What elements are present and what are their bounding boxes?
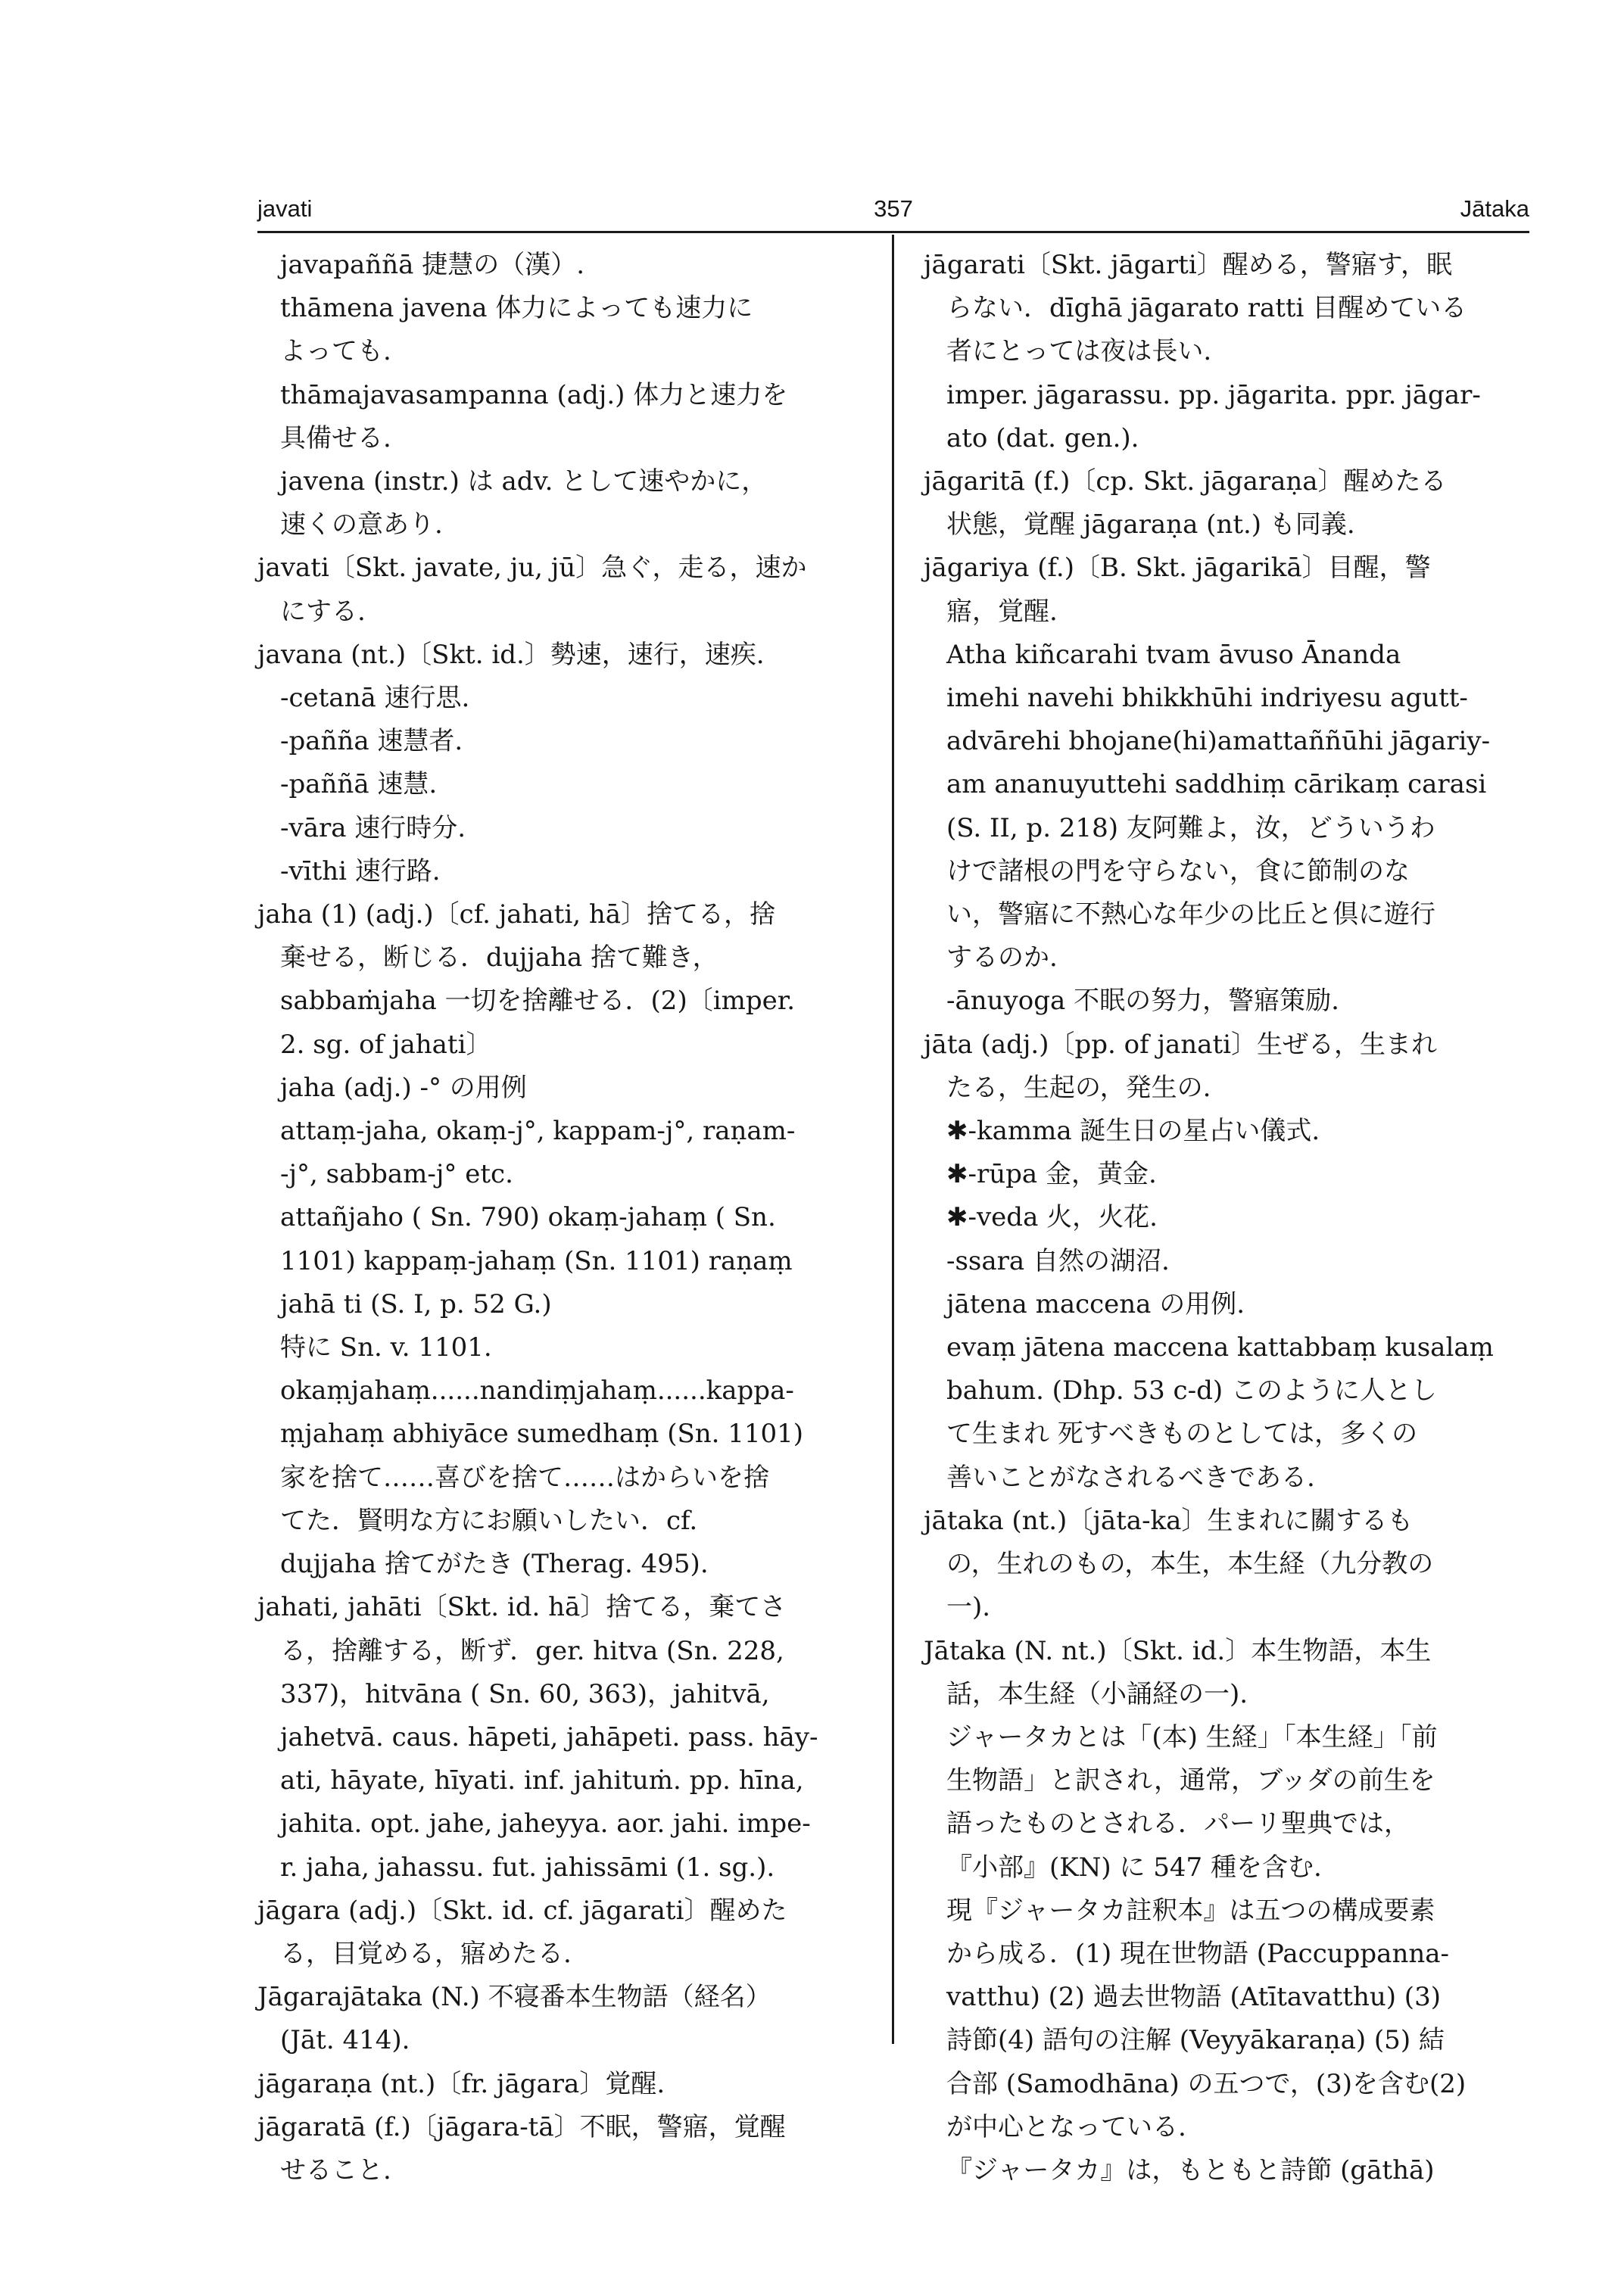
running-header — [257, 195, 1529, 241]
entry-text-line: imper. jāgarassu. pp. jāgarita. ppr. jāgar- — [946, 379, 1481, 410]
entry-text-line: -ssara 自然の湖沼. — [946, 1245, 1170, 1276]
entry-text-line: にする. — [280, 596, 366, 627]
entry-text-line: jahita. opt. jahe, jaheyya. aor. jahi. impe- — [280, 1809, 811, 1840]
entry-text-line: attaṃ-jaha, okaṃ-j°, kappam-j°, raṇam- — [280, 1116, 796, 1147]
entry-text-line: て生まれ 死すべきものとしては，多くの — [946, 1419, 1418, 1450]
entry-text-line: 棄せる，断じる．dujjaha 捨て難き， — [280, 942, 718, 974]
entry-text-line: okaṃjahaṃ......nandiṃjahaṃ......kappa- — [280, 1375, 794, 1407]
entry-headword-line: jāgaraṇa (nt.)〔fr. jāgara〕覚醒. — [257, 2068, 665, 2099]
entry-text-line: am ananuyuttehi saddhiṃ cārikaṃ carasi — [946, 769, 1487, 800]
entry-text-line: 者にとっては夜は長い. — [946, 336, 1212, 367]
entry-text-line: 『小部』(KN) に 547 種を含む. — [946, 1852, 1322, 1883]
entry-headword-line: Jāgarajātaka (N.) 不寝番本生物語（経名） — [257, 1982, 771, 2013]
entry-text-line: る，捨離する，断ず．ger. hitva (Sn. 228, — [280, 1635, 784, 1666]
right-column — [924, 244, 1529, 2192]
entry-text-line: ✱-kamma 誕生日の星占い儀式. — [946, 1116, 1320, 1147]
header-rule — [257, 231, 1529, 233]
header-guide-word-left: javati — [257, 195, 313, 222]
entry-headword-line: jāgaratā (f.)〔jāgara-tā〕不眠，警寤，覚醒 — [257, 2111, 786, 2142]
entry-text-line: bahum. (Dhp. 53 c-d) このように人とし — [946, 1375, 1437, 1407]
entry-text-line: -j°, sabbam-j° etc. — [280, 1159, 513, 1190]
entry-text-line: 合部 (Samodhāna) の五つで，(3)を含む(2) — [946, 2068, 1467, 2099]
entry-text-line: jātena maccena の用例. — [946, 1288, 1245, 1319]
entry-headword-line: jāgariya (f.)〔B. Skt. jāgarikā〕目醒，警 — [924, 553, 1431, 584]
entry-text-line: よっても. — [280, 336, 391, 367]
entry-text-line: 寤，覚醒. — [946, 596, 1058, 627]
entry-text-line: 2. sg. of jahati〕 — [280, 1029, 492, 1060]
entry-text-line: せること. — [280, 2154, 391, 2186]
entry-headword-line: jahati, jahāti〔Skt. id. hā〕捨てる，棄てさ — [257, 1592, 787, 1623]
entry-text-line: 現『ジャータカ註釈本』は五つの構成要素 — [946, 1895, 1435, 1926]
entry-text-line: けで諸根の門を守らない，食に節制のな — [946, 855, 1410, 886]
entry-text-line: 速くの意あり. — [280, 509, 443, 541]
entry-text-line: jahetvā. caus. hāpeti, jahāpeti. pass. hāy- — [280, 1721, 818, 1752]
entry-text-line: 1101) kappaṃ-jahaṃ (Sn. 1101) raṇaṃ — [280, 1245, 793, 1276]
entry-text-line: 状態，覚醒 jāgaraṇa (nt.) も同義. — [946, 509, 1355, 541]
entry-text-line: advārehi bhojane(hi)amattaññūhi jāgariy- — [946, 726, 1491, 757]
entry-text-line: imehi navehi bhikkhūhi indriyesu agutt- — [946, 683, 1468, 714]
entry-text-line: い，警寤に不熱心な年少の比丘と倶に遊行 — [946, 899, 1435, 930]
entry-headword-line: jaha (1) (adj.)〔cf. jahati, hā〕捨てる，捨 — [257, 899, 776, 930]
entry-text-line: -paññā 速慧. — [280, 769, 438, 800]
entry-text-line: vatthu) (2) 過去世物語 (Atītavatthu) (3) — [946, 1982, 1441, 2013]
entry-headword-line: jāta (adj.)〔pp. of janati〕生ぜる，生まれ — [924, 1029, 1437, 1060]
entry-text-line: 『ジャータカ』は，もともと詩節 (gāthā) — [946, 2154, 1435, 2186]
entry-text-line: 具備せる. — [280, 422, 391, 453]
entry-text-line: -vāra 速行時分. — [280, 812, 466, 843]
entry-text-line: -pañña 速慧者. — [280, 726, 463, 757]
entry-text-line: dujjaha 捨てがたき (Therag. 495). — [280, 1549, 709, 1580]
entry-headword-line: javana (nt.)〔Skt. id.〕勢速，速行，速疾. — [257, 639, 765, 670]
entry-headword-line: jāgaritā (f.)〔cp. Skt. jāgaraṇa〕醒めたる — [924, 466, 1447, 497]
entry-text-line: attañjaho ( Sn. 790) okaṃ-jahaṃ ( Sn. — [280, 1202, 776, 1233]
entry-text-line: ato (dat. gen.). — [946, 422, 1139, 453]
entry-text-line: thāmena javena 体力によっても速力に — [280, 293, 753, 324]
entry-text-line: (S. II, p. 218) 友阿難よ，汝，どういうわ — [946, 812, 1435, 843]
entry-text-line: ✱-veda 火，火花. — [946, 1202, 1158, 1233]
entry-text-line: が中心となっている. — [946, 2111, 1186, 2142]
entry-headword-line: Jātaka (N. nt.)〔Skt. id.〕本生物語，本生 — [924, 1635, 1432, 1666]
entry-headword-line: jāgarati〔Skt. jāgarti〕醒める，警寤す，眠 — [924, 250, 1452, 280]
entry-text-line: 一). — [946, 1592, 991, 1623]
entry-text-line: 話，本生経（小誦経の一). — [946, 1678, 1248, 1709]
entry-text-line: る，目覚める，寤めたる. — [280, 1938, 572, 1969]
entry-text-line: ati, hāyate, hīyati. inf. jahituṁ. pp. hīna, — [280, 1765, 804, 1796]
entry-text-line: thāmajavasampanna (adj.) 体力と速力を — [280, 379, 788, 410]
entry-text-line: r. jaha, jahassu. fut. jahissāmi (1. sg.). — [280, 1852, 775, 1883]
entry-text-line: jaha (adj.) -° の用例 — [280, 1072, 527, 1103]
entry-text-line: ṃjahaṃ abhiyāce sumedhaṃ (Sn. 1101) — [280, 1419, 804, 1450]
entry-text-line: するのか. — [946, 942, 1058, 974]
entry-text-line: -cetanā 速行思. — [280, 683, 470, 714]
entry-text-line: sabbaṁjaha 一切を捨離せる．(2)〔imper. — [280, 986, 796, 1017]
entry-headword-line: jātaka (nt.)〔jāta-ka〕生まれに關するも — [924, 1505, 1414, 1536]
entry-text-line: 家を捨て……喜びを捨て……はからいを捨 — [280, 1462, 769, 1493]
entry-text-line: から成る．(1) 現在世物語 (Paccuppanna- — [946, 1938, 1449, 1969]
entry-text-line: の，生れのもの，本生，本生経（九分教の — [946, 1549, 1434, 1580]
entry-text-line: ✱-rūpa 金，黄金. — [946, 1159, 1157, 1190]
entry-text-line: 生物語」と訳され，通常，ブッダの前生を — [946, 1765, 1435, 1796]
entry-text-line: てた．賢明な方にお願いしたい．cf. — [280, 1505, 698, 1536]
entry-text-line: evaṃ jātena maccena kattabbaṃ kusalaṃ — [946, 1332, 1494, 1363]
page-number: 357 — [874, 195, 913, 222]
header-guide-word-right: Jātaka — [1460, 195, 1529, 222]
left-column — [257, 244, 871, 2192]
entry-text-line: 善いことがなされるべきである. — [946, 1462, 1315, 1493]
entry-text-line: (Jāt. 414). — [280, 2025, 410, 2056]
entry-text-line: jahā ti (S. I, p. 52 G.) — [280, 1288, 552, 1319]
entry-text-line: javena (instr.) は adv. として速やかに， — [280, 466, 768, 497]
entry-headword-line: jāgara (adj.)〔Skt. id. cf. jāgarati〕醒めた — [257, 1895, 787, 1926]
entry-text-line: -ānuyoga 不眠の努力，警寤策励. — [946, 986, 1339, 1017]
entry-text-line: たる，生起の，発生の. — [946, 1072, 1211, 1103]
entry-text-line: 特に Sn. v. 1101. — [280, 1332, 492, 1363]
entry-text-line: -vīthi 速行路. — [280, 855, 441, 886]
entry-text-line: javapaññā 捷慧の（漢）. — [280, 250, 585, 280]
entry-text-line: ジャータカとは「(本) 生経」「本生経」「前 — [946, 1721, 1438, 1752]
column-divider — [892, 235, 894, 2044]
entry-text-line: Atha kiñcarahi tvam āvuso Ānanda — [946, 639, 1401, 670]
entry-text-line: 337)，hitvāna ( Sn. 60, 363)，jahitvā, — [280, 1678, 770, 1709]
entry-text-line: 語ったものとされる．パーリ聖典では， — [946, 1809, 1410, 1840]
entry-text-line: らない．dīghā jāgarato ratti 目醒めている — [946, 293, 1467, 324]
entry-text-line: 詩節(4) 語句の注解 (Veyyākaraṇa) (5) 結 — [946, 2025, 1445, 2056]
entry-headword-line: javati〔Skt. javate, ju, jū〕急ぐ，走る，速か — [257, 553, 807, 584]
